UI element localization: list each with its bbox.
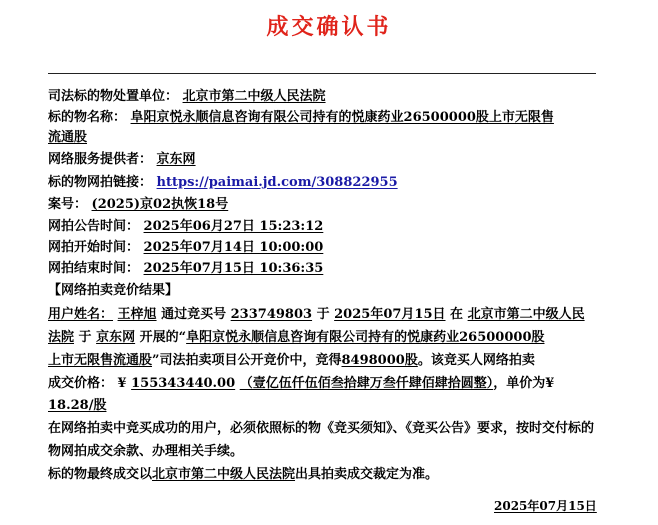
notice-paragraph: 在网络拍卖中竞买成功的用户，必须依照标的物《竞买须知》、《竞买公告》要求，按时交付标的物网拍成交余款、办理相关手续。: [48, 421, 595, 459]
text-held: 开展的“: [139, 330, 187, 345]
text-on: 于: [316, 307, 330, 322]
court-row: [48, 88, 326, 106]
text-on-2: 于: [78, 330, 92, 345]
deal-date: 2025年07月15日: [334, 307, 446, 322]
court-value: 北京市第二中级人民法院: [182, 89, 326, 104]
item-name-1: 阜阳京悦永顺信息咨询有限公司持有的悦康药业26500000股: [186, 330, 545, 345]
link-label: 标的物网拍链接：: [48, 175, 153, 190]
deal-price-chinese: （壹亿伍仟伍佰叁拾肆万叁仟肆佰肆拾圆整）: [239, 376, 494, 391]
court-label: 司法标的物处置单位：: [48, 89, 179, 104]
item-row-cont: [48, 129, 87, 147]
court-name-2: 法院: [48, 330, 75, 345]
unit-price-label: ，单价为¥: [493, 376, 555, 391]
yuan-sign: ¥: [117, 376, 127, 391]
announce-row: [48, 218, 323, 236]
case-row: [48, 196, 228, 214]
user-label: 用户姓名：: [48, 307, 114, 322]
final-note: [48, 466, 438, 484]
final-note-pre: 标的物最终成交以: [48, 467, 153, 482]
provider-value: 京东网: [156, 152, 196, 167]
result-line-4: [48, 375, 554, 393]
case-value: (2025)京02执恢18号: [91, 197, 229, 212]
text-mid: ”司法拍卖项目公开竞价中，竞得: [152, 353, 342, 368]
document-title: 成交确认书: [266, 14, 392, 40]
end-value: 2025年07月15日 10:36:35: [143, 261, 324, 276]
result-line-5: [48, 397, 106, 415]
item-label: 标的物名称：: [48, 110, 127, 125]
text-at: 在: [450, 307, 464, 322]
announce-value: 2025年06月27日 15:23:12: [143, 219, 324, 234]
provider-row: [48, 151, 196, 169]
final-note-post: 出具拍卖成交裁定为准。: [295, 467, 439, 482]
court-name-1: 北京市第二中级人民: [467, 307, 585, 322]
result-line-2: [48, 329, 545, 347]
case-label: 案号：: [48, 197, 88, 212]
result-line-1: [48, 306, 585, 324]
link-row: [48, 174, 398, 192]
result-line-3: [48, 352, 535, 370]
item-row: [48, 109, 554, 127]
bid-number: 233749803: [230, 307, 313, 322]
announce-label: 网拍公告时间：: [48, 219, 140, 234]
start-value: 2025年07月14日 10:00:00: [143, 240, 324, 255]
item-value-cont: 流通股: [48, 130, 88, 145]
text-mid-2: 。该竞买人网络拍卖: [417, 353, 535, 368]
shares-won: 8498000股: [341, 353, 418, 368]
deal-price: 155343440.00: [131, 376, 236, 391]
provider-label: 网络服务提供者：: [48, 152, 153, 167]
final-note-court: 北京市第二中级人民法院: [152, 467, 296, 482]
start-row: [48, 239, 323, 257]
user-name: 王梓旭: [117, 307, 157, 322]
platform-name: 京东网: [96, 330, 136, 345]
item-name-2: 上市无限售流通股: [48, 353, 153, 368]
unit-price: 18.28/股: [48, 398, 107, 413]
end-row: [48, 260, 323, 278]
start-label: 网拍开始时间：: [48, 240, 140, 255]
auction-link[interactable]: https://paimai.jd.com/308822955: [156, 175, 398, 190]
result-heading: 【网络拍卖竞价结果】: [48, 283, 179, 298]
text-via: 通过竞买号: [161, 307, 227, 322]
item-value: 阜阳京悦永顺信息咨询有限公司持有的悦康药业26500000股上市无限售: [130, 110, 554, 125]
title-divider: [48, 73, 596, 74]
footer-date: 2025年07月15日: [494, 499, 597, 513]
end-label: 网拍结束时间：: [48, 261, 140, 276]
price-label: 成交价格：: [48, 376, 114, 391]
